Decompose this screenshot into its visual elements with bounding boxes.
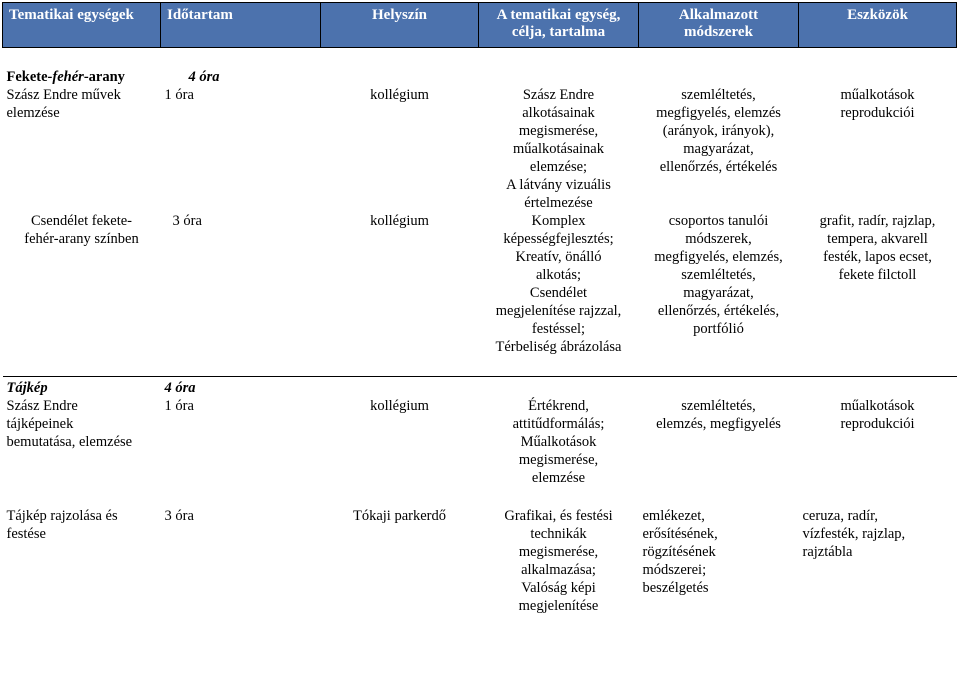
block2-hours: 4 óra — [161, 377, 321, 398]
cell-line: emlékezet, — [642, 508, 705, 524]
cell-line: ceruza, radír, — [802, 508, 878, 524]
cell-line: elemzés, megfigyelés — [656, 416, 781, 432]
cell-line: módszerei; — [642, 562, 707, 578]
cell-line: szemléltetés, — [681, 398, 756, 414]
tools-cell — [799, 212, 957, 356]
unit-cell — [3, 86, 161, 212]
header-content-line2: célja, tartalma — [511, 24, 606, 40]
cell-line: fehér-arany színben — [24, 231, 139, 247]
cell-line: megismerése, — [518, 452, 599, 468]
cell-line: grafit, radír, rajzlap, — [819, 213, 936, 229]
cell-line: reprodukciói — [840, 416, 915, 432]
cell-line: rögzítésének — [642, 544, 716, 560]
cell-line: szemléltetés, — [681, 267, 756, 283]
unit-cell — [3, 507, 161, 615]
location-cell: kollégium — [370, 398, 429, 414]
cell-line: ellenőrzés, értékelés, — [657, 303, 780, 319]
cell-line: tájképeinek — [6, 416, 74, 432]
cell-line: Szász Endre művek — [6, 87, 121, 103]
cell-line: vízfesték, rajzlap, — [802, 526, 906, 542]
cell-line: festék, lapos ecset, — [823, 249, 932, 265]
header-location: Helyszín — [321, 3, 479, 48]
cell-line: képességfejlesztés; — [503, 231, 614, 247]
block1-title: Fekete-fehér-arany — [6, 69, 125, 85]
tools-cell — [799, 507, 957, 615]
header-content — [479, 3, 639, 48]
cell-line: rajztábla — [802, 544, 853, 560]
cell-line: megjelenítése — [518, 598, 599, 614]
location-cell: kollégium — [370, 87, 429, 103]
unit-cell — [3, 397, 161, 487]
cell-line: Értékrend, — [528, 398, 589, 414]
duration-cell: 3 óra — [172, 213, 202, 229]
cell-line: módszerek, — [685, 231, 752, 247]
cell-line: attitűdformálás; — [512, 416, 605, 432]
block2-title-row — [3, 377, 957, 398]
location-cell: kollégium — [370, 213, 429, 229]
cell-line: technikák — [530, 526, 587, 542]
cell-line: Szász Endre — [6, 398, 78, 414]
header-tools: Eszközök — [799, 3, 957, 48]
cell-line: szemléltetés, — [681, 87, 756, 103]
curriculum-table — [2, 2, 957, 615]
cell-line: műalkotások — [840, 87, 915, 103]
cell-line: Kreatív, önálló — [515, 249, 602, 265]
header-row — [3, 3, 957, 48]
methods-cell — [639, 507, 799, 615]
cell-line: megfigyelés, elemzés — [656, 105, 781, 121]
block2-row2 — [3, 507, 957, 615]
cell-line: beszélgetés — [642, 580, 709, 596]
cell-line: ellenőrzés, értékelés — [659, 159, 778, 175]
cell-line: magyarázat, — [683, 141, 754, 157]
duration-cell: 1 óra — [164, 87, 194, 103]
methods-cell — [639, 86, 799, 212]
cell-line: alkotásainak — [522, 105, 595, 121]
cell-line: csoportos tanulói — [668, 213, 769, 229]
cell-line: reprodukciói — [840, 105, 915, 121]
cell-line: megismerése, — [518, 123, 599, 139]
tools-cell — [799, 397, 957, 487]
header-content-line1: A tematikai egység, — [496, 7, 621, 23]
content-cell — [479, 86, 639, 212]
methods-cell — [639, 397, 799, 487]
unit-cell — [3, 212, 161, 356]
cell-line: elemzése; — [529, 159, 588, 175]
header-units: Tematikai egységek — [3, 3, 161, 48]
cell-line: portfólió — [693, 321, 744, 337]
cell-line: Grafikai, és festési — [504, 508, 613, 524]
cell-line: megjelenítése rajzzal, — [495, 303, 622, 319]
cell-line: értelmezése — [524, 195, 593, 211]
cell-line: Szász Endre — [522, 87, 595, 103]
cell-line: erősítésének, — [642, 526, 718, 542]
cell-line: Térbeliség ábrázolása — [495, 339, 622, 355]
methods-cell — [639, 212, 799, 356]
cell-line: bemutatása, elemzése — [6, 434, 133, 450]
cell-line: A látvány vizuális — [506, 177, 611, 193]
header-methods-line2: módszerek — [684, 24, 753, 40]
cell-line: magyarázat, — [683, 285, 754, 301]
header-duration: Időtartam — [161, 3, 321, 48]
cell-line: festéssel; — [531, 321, 586, 337]
cell-line: tempera, akvarell — [827, 231, 928, 247]
cell-line: megismerése, — [518, 544, 599, 560]
block2-row1 — [3, 397, 957, 487]
cell-line: Műalkotások — [520, 434, 597, 450]
cell-line: alkotás; — [535, 267, 582, 283]
cell-line: műalkotásainak — [512, 141, 604, 157]
block1-row1 — [3, 86, 957, 212]
cell-line: Csendélet — [529, 285, 588, 301]
tools-cell — [799, 86, 957, 212]
cell-line: festése — [6, 526, 46, 542]
cell-line: alkalmazása; — [521, 562, 596, 578]
duration-cell: 3 óra — [164, 508, 194, 524]
cell-line: megfigyelés, elemzés, — [654, 249, 783, 265]
cell-line: (arányok, irányok), — [662, 123, 775, 139]
location-cell: Tókaji parkerdő — [352, 508, 446, 524]
cell-line: műalkotások — [840, 398, 915, 414]
cell-line: fekete filctoll — [838, 267, 917, 283]
cell-line: Valóság képi — [521, 580, 596, 596]
cell-line: elemzése — [6, 105, 60, 121]
header-methods-line1: Alkalmazott — [678, 7, 759, 23]
block1-hours: 4 óra — [188, 69, 220, 85]
block1-row2 — [3, 212, 957, 356]
cell-line: elemzése — [531, 470, 586, 486]
block1-title-row — [3, 68, 957, 86]
content-cell — [479, 212, 639, 356]
cell-line: Tájkép rajzolása és — [6, 508, 118, 524]
duration-cell: 1 óra — [164, 398, 194, 414]
content-cell — [479, 397, 639, 487]
cell-line: Csendélet fekete- — [30, 213, 133, 229]
cell-line: Komplex — [531, 213, 586, 229]
block2-title: Tájkép — [3, 377, 161, 398]
content-cell — [479, 507, 639, 615]
header-methods — [639, 3, 799, 48]
